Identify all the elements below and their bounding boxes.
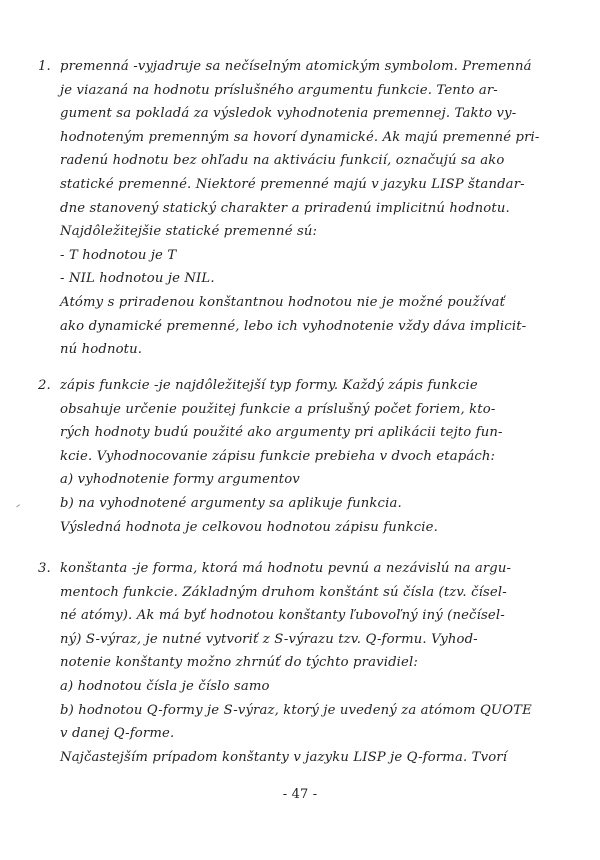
text-line: notenie konštanty možno zhrnúť do týchto pravidiel:	[60, 655, 418, 671]
text-line: Najčastejším prípadom konštanty v jazyku LISP je Q-forma. Tvorí	[60, 749, 508, 765]
text-line: obsahuje určenie použitej funkcie a príslušný počet foriem, kto-	[60, 401, 496, 417]
page-number: - 47 -	[282, 787, 318, 802]
text-line: statické premenné. Niektoré premenné majú v jazyku LISP štandar-	[60, 177, 525, 192]
text-line: Atómy s priradenou konštantnou hodnotou nie je možné používať	[60, 295, 506, 310]
text-line: rých hodnoty budú použité ako argumenty pri aplikácii tejto fun-	[60, 425, 503, 441]
text-line: v danej Q-forme.	[60, 726, 175, 742]
text-line: konštanta -je forma, ktorá má hodnotu pevnú a nezávislú na argu-	[60, 561, 512, 576]
list-number: 2.	[38, 378, 51, 393]
text-line: nú hodnotu.	[60, 342, 143, 358]
text-line: ný) S-výraz, je nutné vytvoriť z S-výrazu tzv. Q-formu. Vyhod-	[60, 631, 478, 647]
text-line: a) vyhodnotenie formy argumentov	[60, 472, 300, 488]
text-line: - NIL hodnotou je NIL.	[60, 271, 215, 287]
list-number: 3.	[38, 561, 51, 576]
text-line: hodnoteným premenným sa hovorí dynamické. Ak majú premenné pri-	[60, 129, 540, 145]
text-line: Výsledná hodnota je celkovou hodnotou zápisu funkcie.	[60, 519, 438, 535]
text-line: premenná -vyjadruje sa nečíselným atomickým symbolom. Premenná	[60, 59, 532, 74]
margin-mark	[16, 504, 22, 510]
text-line: kcie. Vyhodnocovanie zápisu funkcie prebieha v dvoch etapách:	[60, 448, 496, 464]
text-line: je viazaná na hodnotu príslušného argumentu funkcie. Tento ar-	[60, 82, 498, 98]
text-line: Najdôležitejšie statické premenné sú:	[60, 224, 318, 240]
text-line: gument sa pokladá za výsledok vyhodnotenia premennej. Takto vy-	[60, 106, 517, 122]
text-line: ako dynamické premenné, lebo ich vyhodnotenie vždy dáva implicit-	[60, 318, 527, 334]
text-line: zápis funkcie -je najdôležitejší typ formy. Každý zápis funkcie	[60, 378, 478, 393]
list-number: 1.	[38, 59, 51, 74]
text-line: dne stanovený statický charakter a priradenú implicitnú hodnotu.	[60, 200, 510, 216]
text-line: b) hodnotou Q-formy je S-výraz, ktorý je uvedený za atómom QUOTE	[60, 702, 532, 718]
text-line: radenú hodnotu bez ohľadu na aktiváciu funkcií, označujú sa ako	[60, 153, 505, 169]
text-line: - T hodnotou je T	[60, 247, 177, 263]
text-line: b) na vyhodnotené argumenty sa aplikuje funkcia.	[60, 496, 402, 511]
text-line: né atómy). Ak má byť hodnotou konštanty ľubovoľný iný (nečísel-	[60, 608, 505, 624]
text-line: mentoch funkcie. Základným druhom konštánt sú čísla (tzv. čísel-	[60, 584, 507, 600]
text-line: a) hodnotou čísla je číslo samo	[60, 679, 270, 694]
